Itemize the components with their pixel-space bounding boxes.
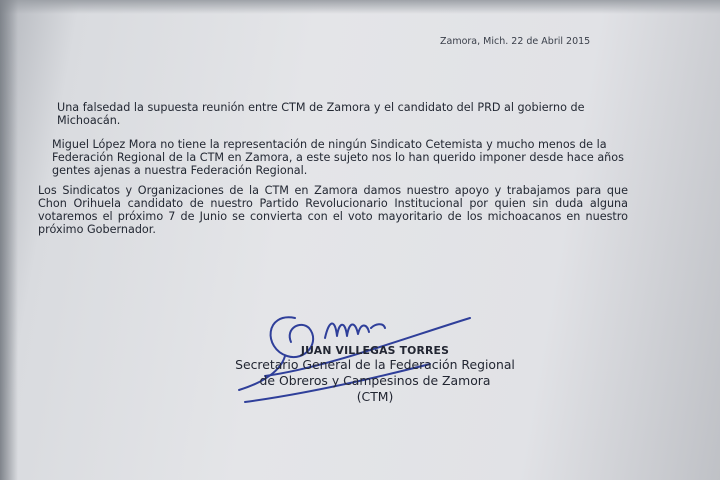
signatory-title-line-1: Secretario General de la Federación Regional [235, 357, 515, 372]
paragraph-2: Miguel López Mora no tiene la representación de ningún Sindicato Cetemista y mucho menos de la Federación Regional de la CTM en Zamora, a este sujeto nos lo han querido imponer desde hace años gentes ajenas a nuestra Federación Regional. [52, 138, 624, 177]
page-shadow-left [0, 0, 18, 480]
paragraph-3: Los Sindicatos y Organizaciones de la CTM en Zamora damos nuestro apoyo y trabajamos para que Chon Orihuela candidato de nuestro Partido Revolucionario Institucional por quien sin duda alguna votaremos el próximo 7 de Junio se convierta con el voto mayoritario de los michoacanos en nuestro próximo Gobernador. [38, 184, 628, 236]
signatory-title-line-3: (CTM) [356, 389, 394, 404]
signatory-name: JUAN VILLEGAS TORRES [300, 344, 450, 357]
date-line: Zamora, Mich. 22 de Abril 2015 [440, 36, 591, 47]
paragraph-1: Una falsedad la supuesta reunión entre CTM de Zamora y el candidato del PRD al gobierno de Michoacán. [57, 101, 585, 127]
page-shadow-top [0, 0, 720, 14]
signatory-title-line-2: de Obreros y Campesinos de Zamora [259, 373, 491, 388]
signature-block [205, 344, 545, 405]
